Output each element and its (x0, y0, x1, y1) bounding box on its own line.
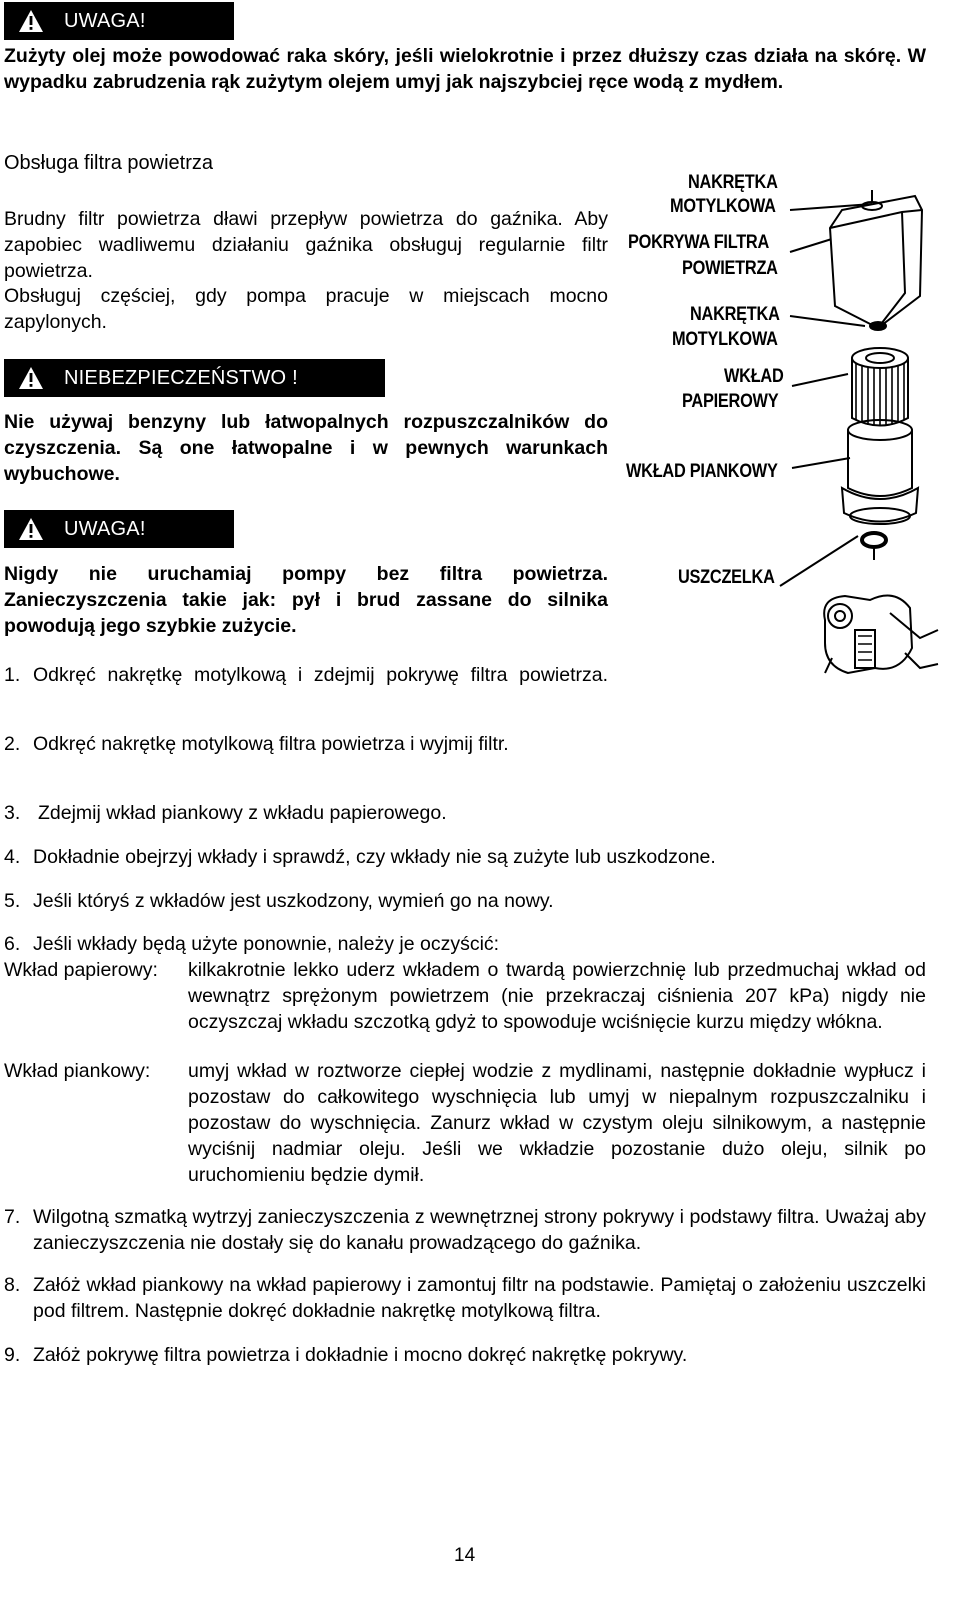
step-4-number: 4. (4, 846, 21, 868)
section-title: Obsługa filtra powietrza (4, 152, 213, 174)
step-7-number: 7. (4, 1206, 21, 1228)
label-paper-2: PAPIEROWY (682, 391, 779, 412)
step-9-number: 9. (4, 1344, 21, 1366)
warning-label-2: UWAGA! (64, 517, 146, 540)
foam-filter-text: umyj wkład w roztworze ciepłej wodzie z mydlinami, następnie dokładnie wypłucz i pozostaw do całkowitego wyschnięcia lub umyj w niepalnym rozpuszczalniku i pozostaw do wyschnięcia. Zanurz wkład w czystym oleju silnikowym, a następnie wyciśnij nadmiar oleju. Jeśli we wkładzie pozostanie dużo oleju, silnik po uruchomieniu będzie dymił. (188, 1060, 926, 1186)
label-cover-1: POKRYWA FILTRA (628, 232, 770, 253)
step-6-number: 6. (4, 933, 21, 955)
label-wing-nut-1a: NAKRĘTKA (688, 172, 778, 193)
warning-icon (18, 366, 44, 390)
step-1-text: Odkręć nakrętkę motylkową i zdejmij pokrywę filtra powietrza. (33, 664, 608, 686)
paper-filter-text: kilkakrotnie lekko uderz wkładem o twardą powierzchnię lub przedmuchaj wkład od wewnątrz sprężonym powietrzem (nie przekraczaj ciśnienia 207 kPa) nigdy nie oczyszczaj wkładu szczotką gdyż to spowoduje wciśnięcie kurzu między włókna. (188, 959, 926, 1033)
step-5-number: 5. (4, 890, 21, 912)
paper-filter-label: Wkład papierowy: (4, 959, 158, 981)
warning-icon (18, 9, 44, 33)
warning-banner-2 (4, 510, 234, 548)
intro-paragraph-2: Obsługuj częściej, gdy pompa pracuje w miejscach mocno zapylonych. (4, 285, 608, 333)
step-1-number: 1. (4, 664, 21, 686)
label-foam: WKŁAD PIANKOWY (626, 461, 778, 482)
step-4-text: Dokładnie obejrzyj wkłady i sprawdź, czy wkłady nie są zużyte lub uszkodzone. (33, 846, 716, 868)
label-gasket: USZCZELKA (678, 567, 775, 588)
intro-paragraph-1: Brudny filtr powietrza dławi przepływ powietrza do gaźnika. Aby zapobiec wadliwemu działaniu gaźnika obsługuj regularnie filtr powietrza. (4, 208, 608, 282)
warning-label: UWAGA! (64, 9, 146, 32)
danger-label: NIEBEZPIECZEŃSTWO ! (64, 366, 298, 389)
step-5-text: Jeśli któryś z wkładów jest uszkodzony, wymień go na nowy. (33, 890, 554, 912)
danger-text: Nie używaj benzyny lub łatwopalnych rozpuszczalników do czyszczenia. Są one łatwopalne i w pewnych warunkach wybuchowe. (4, 411, 608, 485)
step-8-text: Załóż wkład piankowy na wkład papierowy i zamontuj filtr na podstawie. Pamiętaj o założeniu uszczelki pod filtrem. Następnie dokręć dokładnie nakrętkę motylkową filtra. (33, 1274, 926, 1322)
step-2-text: Odkręć nakrętkę motylkową filtra powietrza i wyjmij filtr. (33, 733, 509, 755)
step-3-text: Zdejmij wkład piankowy z wkładu papierowego. (38, 802, 447, 824)
foam-filter-label: Wkład piankowy: (4, 1060, 151, 1082)
label-paper-1: WKŁAD (724, 366, 784, 387)
step-7-text: Wilgotną szmatką wytrzyj zanieczyszczenia z wewnętrznej strony pokrywy i podstawy filtra. Uważaj aby zanieczyszczenia nie dostały się do kanału prowadzącego do gaźnika. (33, 1206, 926, 1254)
warning-text: Zużyty olej może powodować raka skóry, jeśli wielokrotnie i przez dłuższy czas działa na skórę. W wypadku zabrudzenia rąk zużytym olejem umyj jak najszybciej ręce wodą z mydłem. (4, 45, 926, 93)
label-wing-nut-2a: NAKRĘTKA (690, 304, 780, 325)
warning-banner (4, 2, 234, 40)
step-8-number: 8. (4, 1274, 21, 1296)
step-6-text: Jeśli wkłady będą użyte ponownie, należy je oczyścić: (33, 933, 500, 955)
air-filter-diagram (620, 168, 940, 708)
warning-icon (18, 517, 44, 541)
label-wing-nut-2b: MOTYLKOWA (672, 329, 778, 350)
page-number: 14 (454, 1545, 476, 1566)
step-9-text: Załóż pokrywę filtra powietrza i dokładnie i mocno dokręć nakrętkę pokrywy. (33, 1344, 688, 1366)
warning-text-2: Nigdy nie uruchamiaj pompy bez filtra powietrza. Zanieczyszczenia takie jak: pył i brud zassane do silnika powodują jego szybkie zużycie. (4, 563, 608, 637)
danger-banner (4, 359, 385, 397)
label-wing-nut-1b: MOTYLKOWA (670, 196, 776, 217)
step-3-number: 3. (4, 802, 21, 824)
step-2-number: 2. (4, 733, 21, 755)
label-cover-2: POWIETRZA (682, 258, 778, 279)
